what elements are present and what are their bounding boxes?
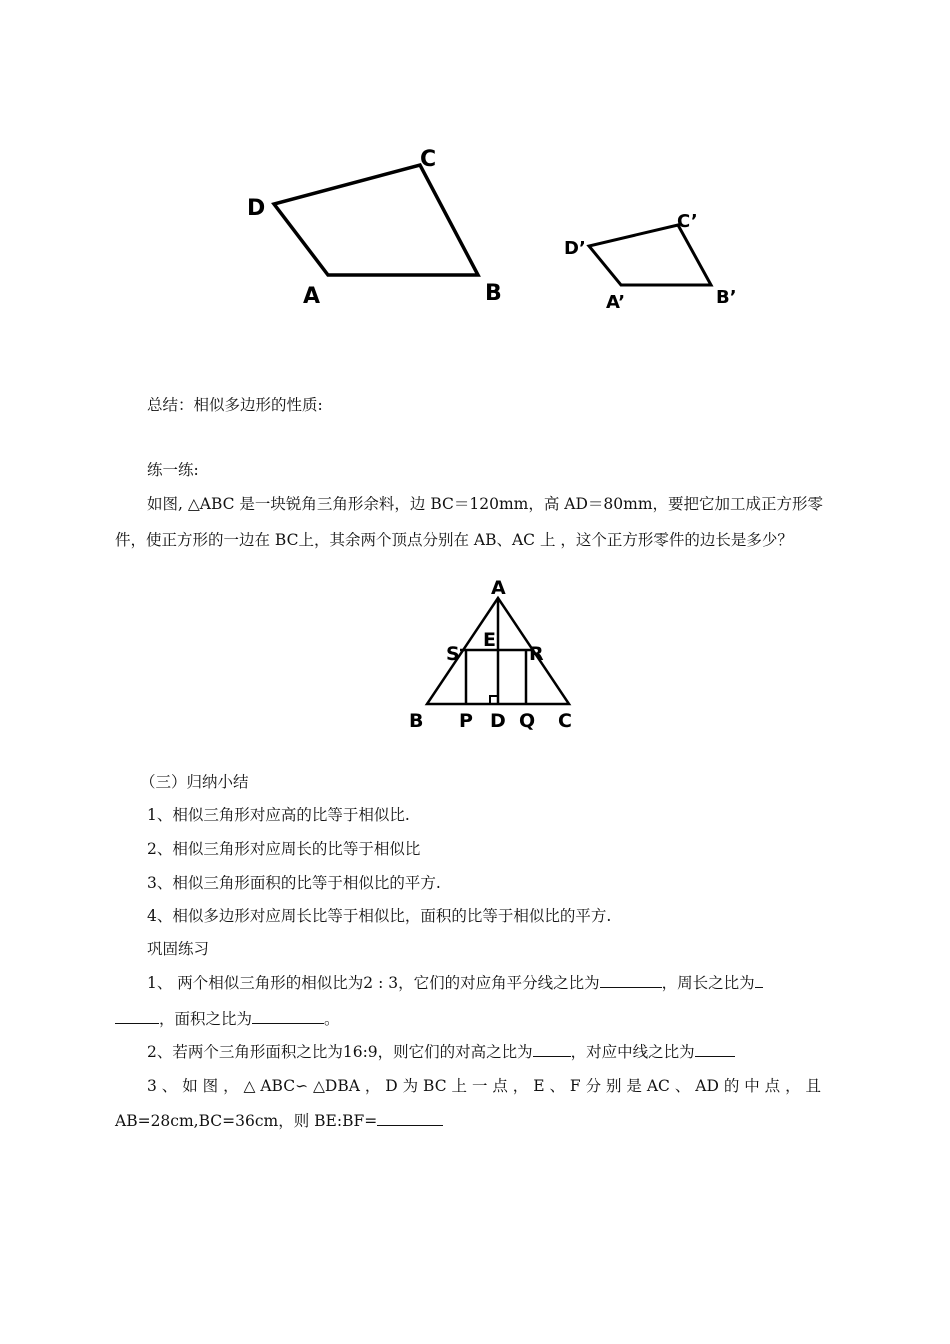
exercise-2-text-b: ，对应中线之比为 [570, 1043, 695, 1061]
practice-heading: 练一练: [147, 461, 199, 479]
exercise-3-line1: 3 、 如 图 ， △ ABC∽ △DBA ， D 为 BC 上 一 点 ， E 、 F 分 别 是 AC 、 AD 的 中 点 ， 且 [147, 1077, 822, 1095]
blank-perimeter-ratio[interactable] [115, 1009, 159, 1024]
conclusion-item-1: 1、相似三角形对应高的比等于相似比. [147, 806, 410, 824]
blank-median-ratio[interactable] [695, 1042, 735, 1057]
exercise-1-line1 [147, 973, 763, 993]
label-e: E [483, 629, 496, 651]
blank-angle-bisector-ratio[interactable] [600, 973, 662, 988]
conclusion-item-4: 4、相似多边形对应周长比等于相似比，面积的比等于相似比的平方. [147, 907, 612, 925]
blank-be-bf-ratio[interactable] [377, 1111, 443, 1126]
exercise-3-line2 [115, 1111, 443, 1131]
label-a: A [303, 284, 321, 309]
label-p: P [459, 710, 473, 732]
summary-line: 总结：相似多边形的性质: [147, 396, 323, 414]
exercise-1-text-b: ，周长之比为 [661, 974, 755, 992]
conclusion-heading: （三）归纳小结 [140, 773, 249, 791]
label-d: D [247, 196, 266, 221]
blank-perimeter-ratio-start[interactable] [755, 973, 763, 988]
exercise-1-text-a: 1、 两个相似三角形的相似比为2 : 3，它们的对应角平分线之比为 [147, 974, 600, 992]
label-d-prime: D’ [564, 238, 586, 259]
blank-area-ratio[interactable] [252, 1009, 324, 1024]
exercise-1-text-d: 。 [324, 1010, 340, 1028]
exercise-3-text: AB=28cm,BC=36cm，则 BE:BF= [115, 1112, 378, 1130]
practice-problem-line2: 件，使正方形的一边在 BC上，其余两个顶点分别在 AB、AC 上 ，这个正方形零件的边长是多少？ [115, 531, 793, 549]
exercise-1-line2 [115, 1009, 340, 1029]
exercise-2-line [147, 1042, 735, 1062]
similar-quadrilaterals-figure [0, 0, 950, 340]
quadrilateral-abcd [274, 165, 478, 275]
conclusion-item-2: 2、相似三角形对应周长的比等于相似比 [147, 840, 421, 858]
label-a: A [491, 577, 506, 599]
label-b-prime: B’ [716, 287, 737, 308]
label-c: C [420, 147, 437, 172]
triangle-square-figure [0, 570, 950, 740]
label-s: S [446, 643, 460, 665]
blank-height-ratio[interactable] [533, 1042, 571, 1057]
label-b: B [409, 710, 424, 732]
practice-problem-line1: 如图, △ABC 是一块锐角三角形余料，边 BC＝120mm，高 AD＝80mm，要把它加工成正方形零 [147, 495, 824, 513]
label-r: R [529, 643, 544, 665]
label-q: Q [519, 710, 536, 732]
conclusion-item-3: 3、相似三角形面积的比等于相似比的平方. [147, 874, 441, 892]
exercise-2-text-a: 2、若两个三角形面积之比为16:9，则它们的对高之比为 [147, 1043, 533, 1061]
quadrilateral-a1b1c1d1 [589, 225, 711, 285]
exercises-heading: 巩固练习 [147, 940, 210, 958]
label-d: D [490, 710, 506, 732]
label-b: B [485, 281, 502, 306]
exercise-1-text-c: ，面积之比为 [159, 1010, 253, 1028]
label-a-prime: A’ [606, 292, 626, 313]
label-c: C [558, 710, 572, 732]
label-c-prime: C’ [677, 211, 698, 232]
